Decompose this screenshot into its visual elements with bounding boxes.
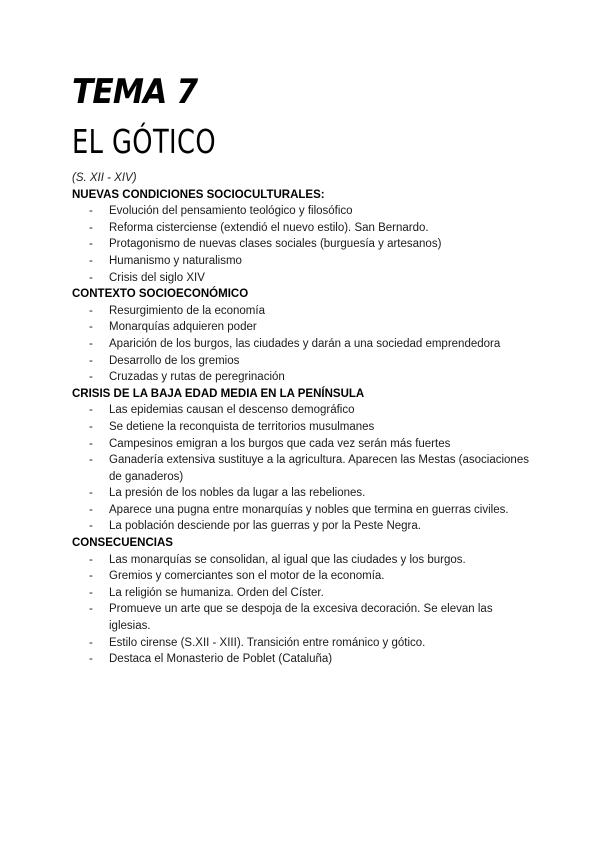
- list-item-text: Reforma cisterciense (extendió el nuevo estilo). San Bernardo.: [109, 221, 429, 234]
- bullet-dash: -: [89, 221, 93, 234]
- list-item: [72, 303, 532, 320]
- list-item: [72, 270, 532, 287]
- bullet-dash: -: [89, 503, 93, 516]
- list-item-text: Aparece una pugna entre monarquías y nobles que termina en guerras civiles.: [109, 503, 509, 516]
- list-item-text: Cruzadas y rutas de peregrinación: [109, 371, 285, 384]
- list-item: [72, 568, 532, 585]
- list-item: [72, 585, 532, 602]
- list-item-text: Gremios y comerciantes son el motor de la economía.: [109, 570, 385, 583]
- list-item-text: La presión de los nobles da lugar a las rebeliones.: [109, 487, 366, 500]
- list-item-text: Aparición de los burgos, las ciudades y darán a una sociedad emprendedora: [109, 337, 501, 350]
- bullet-dash: -: [89, 570, 93, 583]
- bullet-dash: -: [89, 420, 93, 433]
- bullet-dash: -: [89, 354, 93, 367]
- list-item-text: Evolución del pensamiento teológico y filosófico: [109, 205, 353, 218]
- bullet-dash: -: [89, 487, 93, 500]
- list-item: [72, 601, 532, 634]
- list-item: [72, 336, 532, 353]
- list-item-text: Promueve un arte que se despoja de la excesiva decoración. Se elevan las iglesias.: [109, 603, 493, 633]
- bullet-dash: -: [89, 371, 93, 384]
- list-item-text: Estilo cirense (S.XII - XIII). Transición entre románico y gótico.: [109, 636, 426, 649]
- sections-container: [72, 187, 532, 668]
- list-item-text: Crisis del siglo XIV: [109, 271, 205, 284]
- list-item-text: Las monarquías se consolidan, al igual que las ciudades y los burgos.: [109, 553, 466, 566]
- bullet-dash: -: [89, 603, 93, 616]
- bullet-dash: -: [89, 205, 93, 218]
- list-item: [72, 353, 532, 370]
- section-heading: CONSECUENCIAS: [72, 537, 173, 550]
- bullet-dash: -: [89, 520, 93, 533]
- bullet-dash: -: [89, 321, 93, 334]
- bullet-dash: -: [89, 653, 93, 666]
- list-item: [72, 485, 532, 502]
- bullet-dash: -: [89, 454, 93, 467]
- list-item: [72, 635, 532, 652]
- list-item: [72, 419, 532, 436]
- bullet-dash: -: [89, 238, 93, 251]
- bullet-dash: -: [89, 586, 93, 599]
- list-item-text: Destaca el Monasterio de Poblet (Cataluña): [109, 653, 333, 666]
- section-list: [72, 552, 532, 668]
- list-item: [72, 236, 532, 253]
- list-item: [72, 502, 532, 519]
- bullet-dash: -: [89, 404, 93, 417]
- list-item: [72, 552, 532, 569]
- list-item: [72, 651, 532, 668]
- document-content: [72, 170, 532, 668]
- list-item-text: Se detiene la reconquista de territorios musulmanes: [109, 420, 375, 433]
- list-item: [72, 452, 532, 485]
- list-item-text: La religión se humaniza. Orden del Císter.: [109, 586, 324, 599]
- section-heading: NUEVAS CONDICIONES SOCIOCULTURALES:: [72, 188, 325, 201]
- section-list: [72, 402, 532, 535]
- bullet-dash: -: [89, 304, 93, 317]
- list-item: [72, 203, 532, 220]
- list-item: [72, 369, 532, 386]
- list-item-text: Protagonismo de nuevas clases sociales (burguesía y artesanos): [109, 238, 442, 251]
- period-subtitle: (S. XII - XIV): [72, 172, 137, 184]
- bullet-dash: -: [89, 636, 93, 649]
- list-item: [72, 220, 532, 237]
- list-item: [72, 319, 532, 336]
- list-item-text: Humanismo y naturalismo: [109, 254, 242, 267]
- bullet-dash: -: [89, 553, 93, 566]
- list-item-text: Ganadería extensiva sustituye a la agricultura. Aparecen las Mestas (asociaciones de ganaderos): [109, 454, 529, 483]
- list-item-text: Las epidemias causan el descenso demográfico: [109, 404, 355, 417]
- section-list: [72, 303, 532, 386]
- tema-heading: TEMA 7: [72, 72, 198, 112]
- section-heading: CONTEXTO SOCIOECONÓMICO: [72, 288, 249, 301]
- list-item: [72, 436, 532, 453]
- bullet-dash: -: [89, 271, 93, 284]
- bullet-dash: -: [89, 437, 93, 450]
- list-item: [72, 518, 532, 535]
- list-item-text: Monarquías adquieren poder: [109, 321, 257, 334]
- list-item-text: Resurgimiento de la economía: [109, 304, 265, 317]
- page-title: EL GÓTICO: [72, 122, 217, 161]
- list-item: [72, 253, 532, 270]
- section-list: [72, 203, 532, 286]
- bullet-dash: -: [89, 337, 93, 350]
- section-heading: CRISIS DE LA BAJA EDAD MEDIA EN LA PENÍNSULA: [72, 387, 365, 400]
- list-item: [72, 402, 532, 419]
- list-item-text: Campesinos emigran a los burgos que cada vez serán más fuertes: [109, 437, 451, 450]
- list-item-text: La población desciende por las guerras y por la Peste Negra.: [109, 520, 421, 533]
- list-item-text: Desarrollo de los gremios: [109, 354, 240, 367]
- bullet-dash: -: [89, 254, 93, 267]
